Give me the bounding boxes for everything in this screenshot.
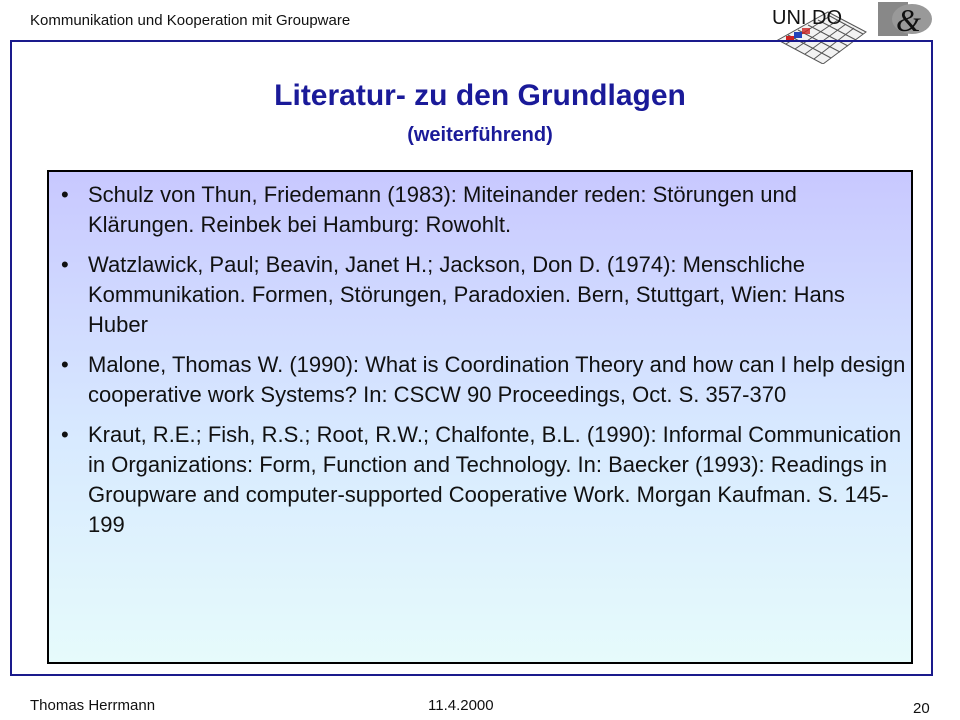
list-item xyxy=(57,420,907,540)
bullet-icon: • xyxy=(61,182,69,207)
footer-date: 11.4.2000 xyxy=(428,697,494,714)
logo-text: UNI DO xyxy=(772,7,842,29)
reference-text: Watzlawick, Paul; Beavin, Janet H.; Jackson, Don D. (1974): Menschliche Kommunikation. Formen, Störungen, Paradoxien. Bern, Stuttgart, Wien: Hans Huber xyxy=(88,252,845,337)
slide-subtitle: (weiterführend) xyxy=(407,124,553,146)
bullet-icon: • xyxy=(61,252,69,277)
bullet-icon: • xyxy=(61,352,69,377)
footer-author: Thomas Herrmann xyxy=(30,697,156,714)
list-item xyxy=(57,250,907,340)
page-number: 20 xyxy=(913,700,930,717)
reference-text: Kraut, R.E.; Fish, R.S.; Root, R.W.; Chalfonte, B.L. (1990): Informal Communication in Organizations: Form, Function and Technology. In: Baecker (1993): Readings in Groupware and computer-supported Cooperative Work. Morgan Kaufman. S. 145-199 xyxy=(88,422,902,537)
slide-title: Literatur- zu den Grundlagen xyxy=(274,79,686,112)
ampersand-glyph: & xyxy=(896,2,921,36)
list-item xyxy=(57,350,907,410)
list-item xyxy=(57,180,907,240)
course-title: Kommunikation und Kooperation mit Groupware xyxy=(30,12,351,29)
reference-text: Schulz von Thun, Friedemann (1983): Miteinander reden: Störungen und Klärungen. Reinbek bei Hamburg: Rowohlt. xyxy=(88,182,797,237)
reference-text: Malone, Thomas W. (1990): What is Coordination Theory and how can I help design cooperative work Systems? In: CSCW 90 Proceedings, Oct. S. 357-370 xyxy=(88,352,906,407)
reference-list xyxy=(57,180,907,550)
ampersand-logo xyxy=(878,2,934,36)
bullet-icon: • xyxy=(61,422,69,447)
